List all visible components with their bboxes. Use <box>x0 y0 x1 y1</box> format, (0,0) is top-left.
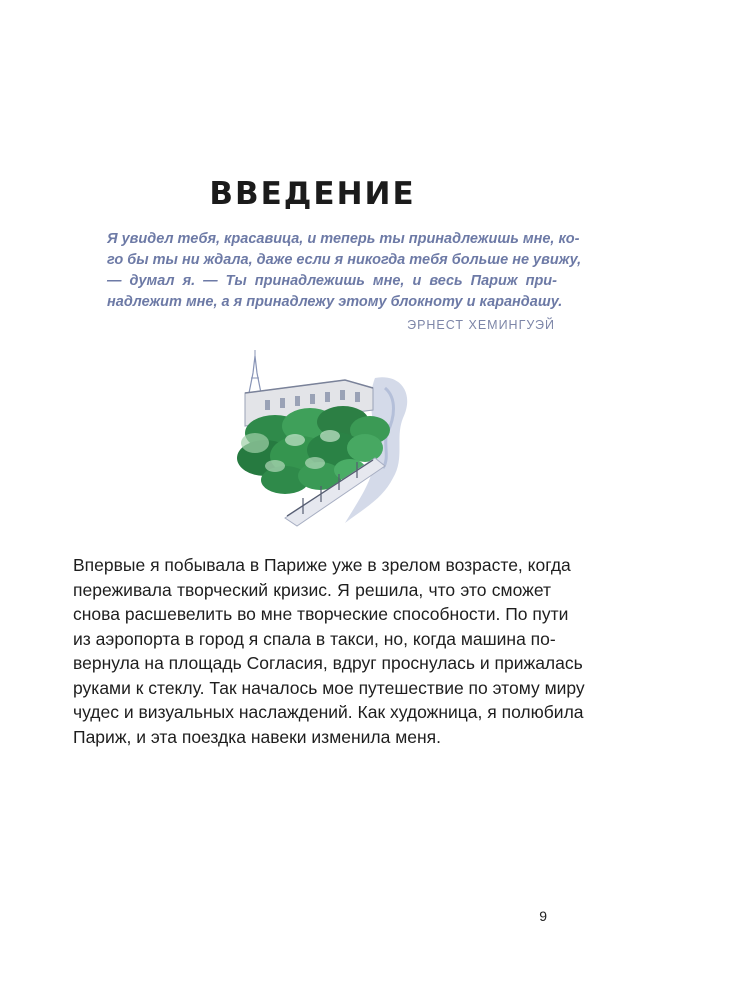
body-line: из аэропорта в город я спала в такси, но, когда машина по- <box>73 628 556 649</box>
epigraph-line: надлежит мне, а я принадлежу этому блокноту и карандашу. <box>107 294 563 310</box>
body-line: переживала творческий кризис. Я решила, что это сможет <box>73 579 551 600</box>
epigraph-line: Я увидел тебя, красавица, и теперь ты принадлежишь мне, ко- <box>107 231 580 247</box>
page-title: ВВЕДЕНИЕ <box>209 176 416 212</box>
body-line: Впервые я побывала в Париже уже в зрелом возрасте, когда <box>73 555 571 575</box>
epigraph <box>107 229 582 313</box>
body-line: Париж, и эта поездка навеки изменила меня. <box>73 726 441 747</box>
body-line: снова расшевелить во мне творческие способности. По пути <box>73 604 569 624</box>
epigraph-line: — думал я. — Ты принадлежишь мне, и весь Париж при- <box>107 273 557 289</box>
body-line: чудес и визуальных наслаждений. Как художница, я полюбила <box>73 702 584 722</box>
body-line: вернула на площадь Согласия, вдруг проснулась и прижалась <box>73 653 583 673</box>
epigraph-author: ЭРНЕСТ ХЕМИНГУЭЙ <box>407 318 555 332</box>
page-number: 9 <box>539 908 547 924</box>
body-paragraph <box>73 553 585 749</box>
paris-watercolor-illustration <box>225 348 425 538</box>
body-line: руками к стеклу. Так началось мое путешествие по этому миру <box>73 677 585 698</box>
epigraph-line: го бы ты ни ждала, даже если я никогда тебя больше не увижу, <box>107 252 582 268</box>
